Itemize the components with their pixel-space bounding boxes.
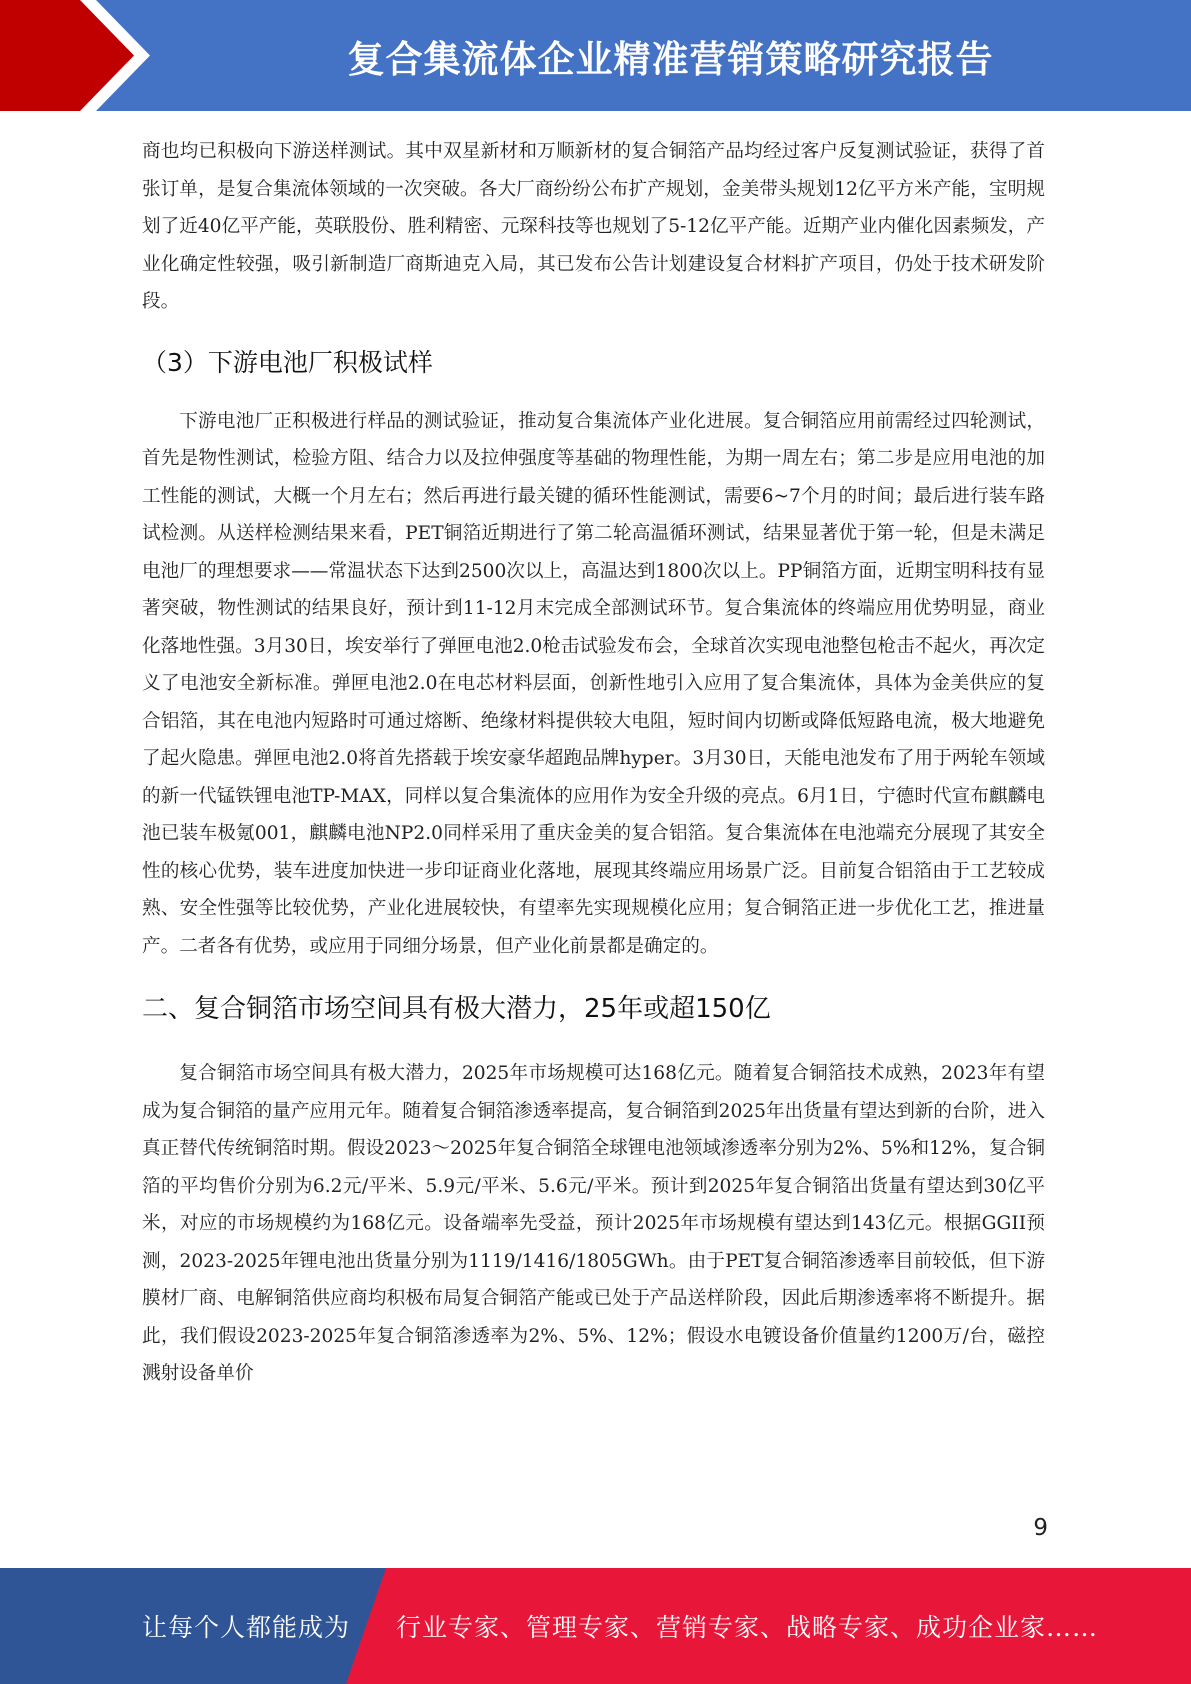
page-body	[142, 133, 1045, 1393]
paragraph-battery-testing: 下游电池厂正积极进行样品的测试验证，推动复合集流体产业化进展。复合铜箔应用前需经过四轮测试，首先是物性测试，检验方阻、结合力以及拉伸强度等基础的物理性能，为期一周左右；第二步是应用电池的加工性能的测试，大概一个月左右；然后再进行最关键的循环性能测试，需要6~7个月的时间；最后进行装车路试检测。从送样检测结果来看，PET铜箔近期进行了第二轮高温循环测试，结果显著优于第一轮，但是未满足电池厂的理想要求——常温状态下达到2500次以上，高温达到1800次以上。PP铜箔方面，近期宝明科技有显著突破，物性测试的结果良好，预计到11-12月末完成全部测试环节。复合集流体的终端应用优势明显，商业化落地性强。3月30日，埃安举行了弹匣电池2.0枪击试验发布会，全球首次实现电池整包枪击不起火，再次定义了电池安全新标准。弹匣电池2.0在电芯材料层面，创新性地引入应用了复合集流体，具体为金美供应的复合铝箔，其在电池内短路时可通过熔断、绝缘材料提供较大电阻，短时间内切断或降低短路电流，极大地避免了起火隐患。弹匣电池2.0将首先搭载于埃安豪华超跑品牌hyper。3月30日，天能电池发布了用于两轮车领域的新一代锰铁锂电池TP-MAX，同样以复合集流体的应用作为安全升级的亮点。6月1日，宁德时代宣布麒麟电池已装车极氪001，麒麟电池NP2.0同样采用了重庆金美的复合铝箔。复合集流体在电池端充分展现了其安全性的核心优势，装车进度加快进一步印证商业化落地，展现其终端应用场景广泛。目前复合铝箔由于工艺较成熟、安全性强等比较优势，产业化进展较快，有望率先实现规模化应用；复合铜箔正进一步优化工艺，推进量产。二者各有优势，或应用于同细分场景，但产业化前景都是确定的。	[142, 410, 1045, 957]
paragraph-market-space: 复合铜箔市场空间具有极大潜力，2025年市场规模可达168亿元。随着复合铜箔技术成熟，2023年有望成为复合铜箔的量产应用元年。随着复合铜箔渗透率提高，复合铜箔到2025年出货量有望达到新的台阶，进入真正替代传统铜箔时期。假设2023～2025年复合铜箔全球锂电池领域渗透率分别为2%、5%和12%，复合铜箔的平均售价分别为6.2元/平米、5.9元/平米、5.6元/平米。预计到2025年复合铜箔出货量有望达到30亿平米，对应的市场规模约为168亿元。设备端率先受益，预计2025年市场规模有望达到143亿元。根据GGII预测，2023-2025年锂电池出货量分别为1119/1416/1805GWh。由于PET复合铜箔渗透率目前较低，但下游膜材厂商、电解铜箔供应商均积极布局复合铜箔产能或已处于产品送样阶段，因此后期渗透率将不断提升。据此，我们假设2023-2025年复合铜箔渗透率为2%、5%、12%；假设水电镀设备价值量约1200万/台，磁控溅射设备单价	[142, 1063, 1045, 1384]
page-header	[0, 0, 1191, 111]
paragraph-continuation: 商也均已积极向下游送样测试。其中双星新材和万顺新材的复合铜箔产品均经过客户反复测试验证，获得了首张订单，是复合集流体领域的一次突破。各大厂商纷纷公布扩产规划，金美带头规划12亿平方米产能，宝明规划了近40亿平产能，英联股份、胜利精密、元琛科技等也规划了5-12亿平产能。近期产业内催化因素频发，产业化确定性较强，吸引新制造厂商斯迪克入局，其已发布公告计划建设复合材料扩产项目，仍处于技术研发阶段。	[142, 141, 1045, 312]
page-number: 9	[1033, 1515, 1048, 1541]
footer-slogan-left: 让每个人都能成为	[142, 1613, 351, 1642]
footer-slogan-right: 行业专家、管理专家、营销专家、战略专家、成功企业家……	[396, 1613, 1099, 1642]
header-arrow-decoration	[0, 0, 160, 111]
page-footer	[0, 1568, 1191, 1684]
report-title: 复合集流体企业精准营销策略研究报告	[347, 37, 994, 81]
section-heading: 二、复合铜箔市场空间具有极大潜力，25年或超150亿	[142, 994, 771, 1024]
section-subheading: （3）下游电池厂积极试样	[142, 347, 433, 377]
